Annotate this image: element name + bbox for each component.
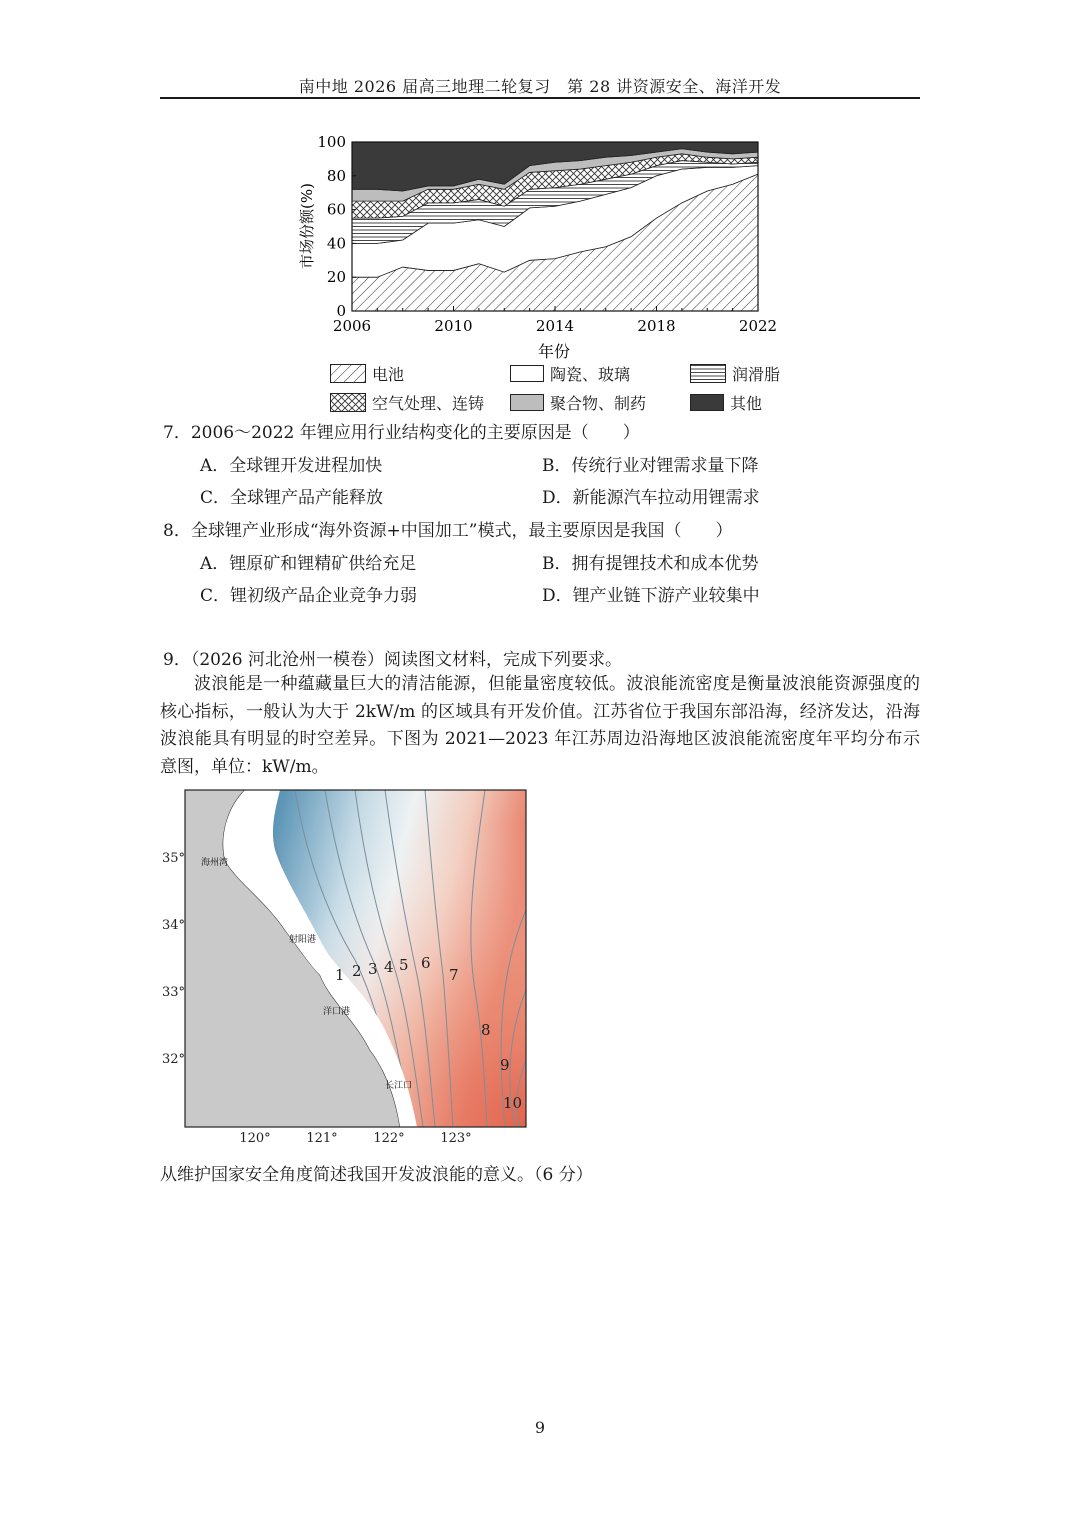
legend-label: 空气处理、连铸 — [372, 393, 485, 413]
question-7-option-d[interactable]: D．新能源汽车拉动用锂需求 — [542, 488, 760, 508]
lat-label-34: 34° — [162, 918, 186, 933]
question-9-material: 波浪能是一种蕴藏量巨大的清洁能源，但能量密度较低。波浪能流密度是衡量波浪能资源强度的核心指标，一般认为大于 2kW/m 的区域具有开发价值。江苏省位于我国东部沿海，经济发达，沿海波浪能具有明显的时空差异。下图为 2021—2023 年江苏周边沿海地区波浪能流密度年平均分布示意图，单位：kW/m。 — [160, 674, 920, 777]
place-yangtze-mouth: 长江口 — [385, 1081, 413, 1091]
question-7-stem: 7．2006～2022 年锂应用行业结构变化的主要原因是（ ） — [163, 423, 640, 443]
chart-xlabel: 年份 — [537, 342, 571, 361]
lon-label-120: 120° — [239, 1131, 271, 1146]
contour-label-8: 8 — [481, 1021, 491, 1039]
lon-label-123: 123° — [440, 1131, 472, 1146]
legend-item-battery — [330, 362, 404, 384]
question-8-option-a[interactable]: A．锂原矿和锂精矿供给充足 — [200, 554, 417, 574]
chart-area-layers — [352, 142, 758, 311]
contour-label-4: 4 — [384, 958, 394, 976]
contour-label-2: 2 — [352, 962, 362, 980]
legend-item-ceramics — [510, 362, 630, 384]
place-haizhou-bay: 海州湾 — [201, 858, 229, 868]
legend-item-other — [690, 391, 762, 413]
lat-label-33: 33° — [162, 985, 186, 1000]
legend-item-polymer — [510, 391, 646, 413]
legend-swatch-crosshatch — [330, 393, 366, 412]
latitude-labels — [162, 851, 185, 1067]
page-number: 9 — [534, 1418, 546, 1437]
legend-swatch-white — [510, 365, 544, 382]
contour-label-1: 1 — [335, 966, 345, 984]
question-9-stem: 9．（2026 河北沧州一模卷）阅读图文材料，完成下列要求。 — [163, 650, 622, 670]
x-tick-label: 2006 — [332, 317, 372, 335]
legend-swatch-dark — [690, 394, 724, 411]
lat-label-35: 35° — [162, 851, 186, 866]
contour-label-10: 10 — [503, 1094, 523, 1112]
legend-label: 陶瓷、玻璃 — [550, 364, 631, 384]
x-tick-label: 2010 — [434, 317, 473, 335]
header-rule — [160, 97, 920, 99]
lon-label-122: 122° — [373, 1131, 405, 1146]
lithium-market-share-chart — [290, 128, 810, 363]
legend-swatch-gray — [510, 394, 544, 411]
x-tick-label: 2014 — [535, 317, 575, 335]
y-tick-label: 80 — [326, 166, 346, 185]
lon-label-121: 121° — [306, 1131, 338, 1146]
wave-energy-density-map — [160, 786, 530, 1146]
y-tick-label: 60 — [326, 200, 346, 219]
y-tick-label: 100 — [317, 133, 346, 151]
legend-label: 其他 — [730, 393, 763, 413]
place-yangkou-port: 洋口港 — [323, 1007, 351, 1017]
question-8-option-b[interactable]: B．拥有提锂技术和成本优势 — [542, 554, 759, 574]
legend-label: 润滑脂 — [732, 364, 781, 384]
question-8-stem: 8．全球锂产业形成“海外资源+中国加工”模式，最主要原因是我国（ ） — [163, 521, 733, 541]
contour-label-9: 9 — [500, 1056, 510, 1074]
question-7-option-c[interactable]: C．全球锂产品产能释放 — [200, 488, 384, 508]
y-tick-label: 20 — [326, 268, 346, 287]
legend-item-grease — [690, 362, 780, 384]
contour-label-7: 7 — [449, 966, 459, 984]
legend-swatch-diagonal — [330, 364, 366, 383]
question-8-option-c[interactable]: C．锂初级产品企业竞争力弱 — [200, 586, 418, 606]
contour-label-5: 5 — [399, 956, 409, 974]
contour-label-6: 6 — [421, 954, 431, 972]
chart-ylabel: 市场份额(%) — [298, 183, 316, 269]
lat-label-32: 32° — [162, 1052, 186, 1067]
question-7-option-a[interactable]: A．全球锂开发进程加快 — [200, 456, 383, 476]
x-tick-label: 2022 — [738, 317, 778, 335]
y-tick-label: 40 — [326, 234, 346, 253]
question-7-option-b[interactable]: B．传统行业对锂需求量下降 — [542, 456, 759, 476]
contour-label-3: 3 — [368, 960, 378, 978]
legend-swatch-horizontal — [690, 364, 726, 383]
legend-item-air — [330, 391, 484, 413]
legend-label: 聚合物、制药 — [550, 393, 647, 413]
question-8-option-d[interactable]: D．锂产业链下游产业较集中 — [542, 586, 760, 606]
page-header: 南中地 2026 届高三地理二轮复习 第 28 讲资源安全、海洋开发 — [298, 77, 782, 96]
longitude-labels — [239, 1131, 471, 1146]
x-tick-label: 2018 — [637, 317, 676, 335]
place-sheyang-port: 射阳港 — [289, 935, 317, 945]
question-9-task: 从维护国家安全角度简述我国开发波浪能的意义。（6 分） — [160, 1165, 593, 1185]
legend-label: 电池 — [372, 364, 405, 384]
y-tick-label: 0 — [336, 302, 346, 320]
